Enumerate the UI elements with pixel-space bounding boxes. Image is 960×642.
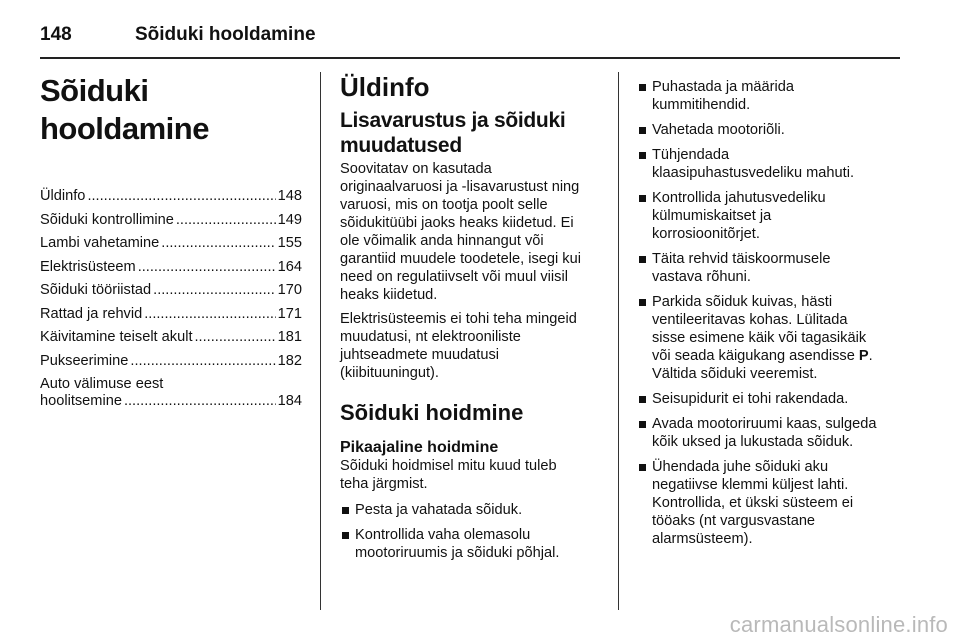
running-title: Sõiduki hooldamine	[135, 24, 316, 45]
bullet-text: korrosioonitõrjet.	[652, 226, 760, 242]
toc-entry-text: Auto välimuse eest	[40, 376, 164, 392]
toc-entry-text: Elektrisüsteem	[40, 258, 136, 275]
toc-entry[interactable]	[40, 353, 302, 370]
paragraph-line: ole võimalik anda hinnangut või	[340, 233, 544, 249]
toc-entry[interactable]	[40, 329, 302, 346]
bullet-text: negatiivse klemmi küljest lahti.	[652, 477, 849, 493]
list-item	[637, 189, 902, 243]
bullet-text: Tühjendada	[652, 147, 730, 163]
list-item	[637, 390, 902, 408]
toc-entry-page: 182	[277, 352, 302, 369]
bullet-marker	[342, 532, 349, 539]
paragraph-line: originaalvaruosi ja -lisavarustust ning	[340, 179, 580, 195]
paragraph-line: garantiid muudele toodetele, isegi kui	[340, 251, 581, 267]
paragraph-line: (kiibituuningut).	[340, 365, 439, 381]
list-item	[637, 458, 902, 548]
bullet-text: Puhastada ja määrida	[652, 79, 794, 95]
paragraph-line: muudatusi, nt elektrooniliste	[340, 329, 521, 345]
paragraph-line: sõidukitüübi jaoks heaks kiidetud. Ei	[340, 215, 574, 231]
list-item	[637, 250, 902, 286]
page-header	[40, 14, 900, 60]
paragraph-line: varuosi, mis on tootja poolt selle	[340, 197, 548, 213]
toc-entry-text: hoolitsemine	[40, 393, 122, 409]
list-item	[637, 121, 902, 139]
toc-entry[interactable]	[40, 376, 302, 410]
bullet-text: Kontrollida vaha olemasolu	[355, 527, 531, 543]
bullet-text: Vahetada mootoriõli.	[652, 122, 785, 138]
bullet-text: Kontrollida, et ükski süsteem ei	[652, 495, 854, 511]
toc-leader-dots	[130, 353, 275, 370]
left-column	[40, 72, 302, 417]
bullet-text: Ühendada juhe sõiduki aku	[652, 459, 829, 475]
list-item	[340, 501, 602, 519]
middle-column	[340, 72, 602, 569]
toc-entry-text: Sõiduki kontrollimine	[40, 211, 174, 228]
paragraph-line: heaks kiidetud.	[340, 287, 438, 303]
toc-entry-page: 181	[277, 329, 302, 345]
toc-leader-dots	[176, 212, 276, 229]
section-title: Üldinfo	[340, 72, 430, 102]
bullet-marker	[639, 464, 646, 471]
toc-leader-dots	[124, 393, 276, 410]
toc-entry-page: 184	[277, 393, 302, 409]
toc-entry-text: Sõiduki tööriistad	[40, 282, 152, 298]
paragraph-line: Sõiduki hoidmisel mitu kuud tuleb	[340, 458, 557, 474]
bullet-marker	[639, 396, 646, 403]
subsection-title-line: Lisavarustus ja sõiduki	[340, 109, 566, 132]
toc-entry[interactable]	[40, 282, 302, 299]
toc-entry-page: 155	[277, 235, 302, 251]
bullet-text: vastava rõhuni.	[652, 269, 751, 285]
toc-entry-text: Rattad ja rehvid	[40, 305, 143, 322]
bullet-text: Pesta ja vahatada sõiduk.	[355, 502, 523, 518]
bullet-text: Parkida sõiduk kuivas, hästi	[652, 294, 833, 310]
bullet-text: kõik uksed ja lukustada sõiduk.	[652, 434, 854, 450]
bullet-marker	[639, 195, 646, 202]
list-item	[637, 146, 902, 182]
header-rule	[40, 57, 900, 59]
toc-entry[interactable]	[40, 188, 302, 205]
toc-entry-text: Üldinfo	[40, 188, 86, 204]
section-title: Sõiduki hoidmine	[340, 400, 524, 425]
toc-leader-dots	[153, 282, 276, 299]
page-number: 148	[40, 24, 72, 45]
bullet-list	[340, 501, 602, 562]
bullet-list	[637, 390, 902, 548]
bullet-marker	[639, 299, 646, 306]
bullet-text: klaasipuhastusvedeliku mahuti.	[652, 165, 854, 181]
bullet-text: Avada mootoriruumi kaas, sulgeda	[652, 416, 877, 432]
list-item	[637, 293, 902, 383]
toc-entry-text: Pukseerimine	[40, 352, 129, 369]
gear-position-label: P	[858, 348, 869, 364]
toc-entry[interactable]	[40, 306, 302, 323]
minor-title: Pikaajaline hoidmine	[340, 439, 499, 456]
toc-leader-dots	[144, 306, 275, 323]
toc-entry-text: Lambi vahetamine	[40, 235, 160, 251]
bullet-text: tööaks (nt vargusvastane	[652, 513, 816, 529]
bullet-text: Seisupidurit ei tohi rakendada.	[652, 391, 849, 407]
paragraph-line: Elektrisüsteemis ei tohi teha mingeid	[340, 311, 577, 327]
toc-entry-text: Käivitamine teiselt akult	[40, 329, 193, 345]
paragraph-line: juhtseadmete muudatusi	[340, 347, 500, 363]
list-item	[340, 526, 602, 562]
toc-entry[interactable]	[40, 235, 302, 252]
bullet-text: külmumiskaitset ja	[652, 208, 772, 224]
bullet-list	[637, 78, 902, 286]
bullet-text: Täita rehvid täiskoormusele	[652, 251, 831, 267]
bullet-text: Vältida sõiduki veeremist.	[652, 366, 818, 382]
bullet-text: kummitihendid.	[652, 97, 751, 113]
bullet-marker	[639, 152, 646, 159]
right-column	[637, 78, 902, 555]
toc-entry[interactable]	[40, 259, 302, 276]
bullet-marker	[639, 256, 646, 263]
bullet-marker	[342, 507, 349, 514]
list-item	[637, 78, 902, 114]
bullet-text: või seada käigukang asendisse	[652, 348, 859, 364]
toc-leader-dots	[138, 259, 276, 276]
bullet-text: mootoriruumis ja sõiduki põhjal.	[355, 545, 560, 561]
paragraph-line: need on regulatiivselt või muul viisil	[340, 269, 568, 285]
table-of-contents	[40, 188, 302, 370]
bullet-marker	[639, 127, 646, 134]
toc-entry-page: 164	[277, 258, 302, 275]
paragraph-line: teha järgmist.	[340, 476, 428, 492]
toc-entry-page: 171	[277, 305, 302, 322]
paragraph-line: Soovitatav on kasutada	[340, 161, 492, 177]
subsection-title	[340, 108, 602, 158]
column-divider-1	[320, 72, 321, 610]
bullet-text: Kontrollida jahutusvedeliku	[652, 190, 826, 206]
paragraph	[340, 310, 602, 382]
bullet-marker	[639, 84, 646, 91]
chapter-title: Sõiduki hooldamine	[40, 73, 209, 146]
toc-leader-dots	[195, 329, 276, 346]
toc-leader-dots	[161, 235, 275, 252]
column-divider-2	[618, 72, 619, 610]
bullet-text: sisse esimene käik või tagasikäik	[652, 330, 867, 346]
toc-entry-page: 148	[277, 188, 302, 204]
subsection-title-line: muudatused	[340, 134, 462, 157]
toc-entry[interactable]	[40, 212, 302, 229]
bullet-marker	[639, 421, 646, 428]
bullet-text: alarmsüsteem).	[652, 531, 753, 547]
toc-entry-page: 170	[277, 282, 302, 298]
toc-leader-dots	[87, 188, 275, 205]
paragraph	[340, 160, 602, 304]
watermark: carmanualsonline.info	[729, 612, 948, 637]
bullet-text: ventileeritavas kohas. Lülitada	[652, 312, 848, 328]
bullet-text: .	[868, 348, 873, 364]
paragraph	[340, 457, 602, 493]
list-item	[637, 415, 902, 451]
toc-entry-page: 149	[277, 211, 302, 228]
